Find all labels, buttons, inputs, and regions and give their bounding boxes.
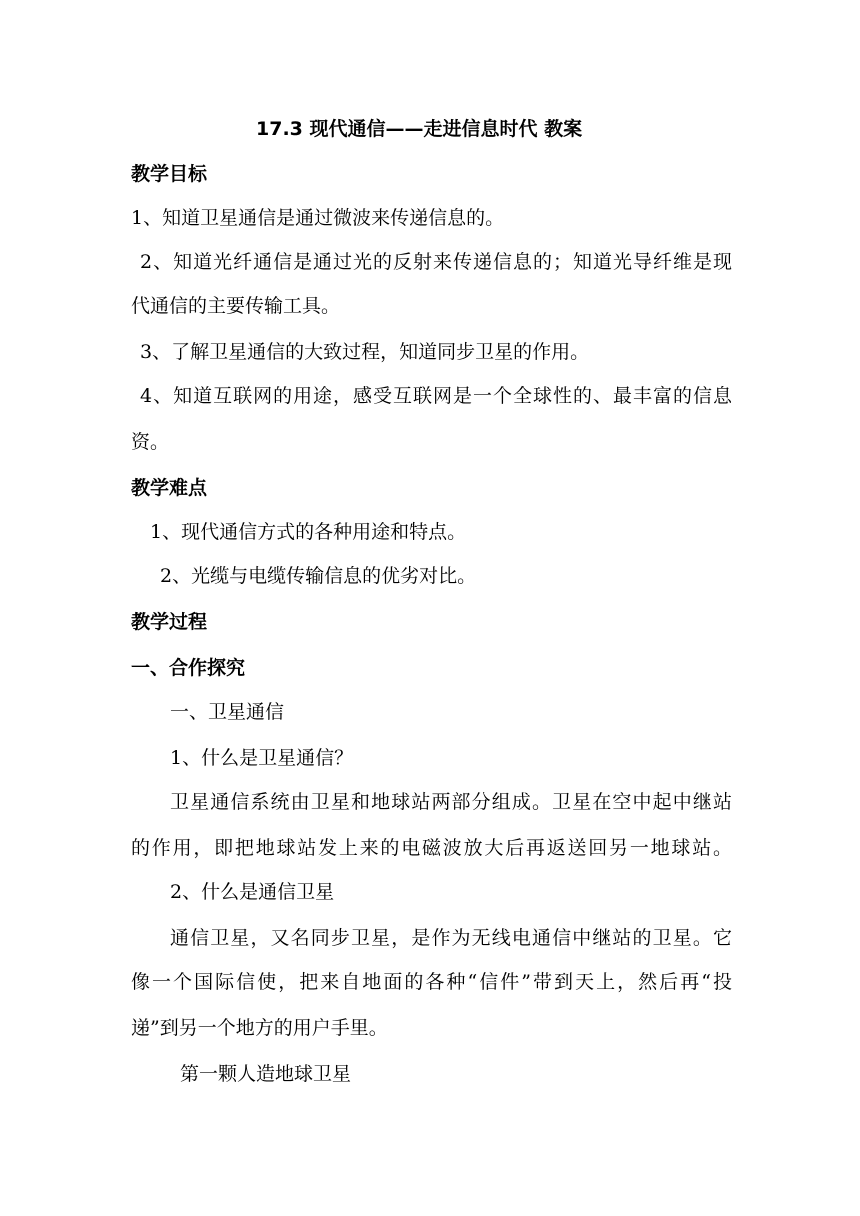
paragraph-1-line-1: 卫星通信系统由卫星和地球站两部分组成。卫星在空中起中继站 (170, 791, 732, 813)
difficulty-item-1: 1、现代通信方式的各种用途和特点。 (150, 521, 467, 543)
difficulties-heading: 教学难点 (131, 477, 208, 499)
difficulty-item-2: 2、光缆与电缆传输信息的优劣对比。 (160, 565, 477, 587)
subsection-satellite-communication: 一、卫星通信 (170, 701, 285, 723)
objective-item-4-line-1: 4、知道互联网的用途，感受互联网是一个全球性的、最丰富的信息 (140, 385, 732, 407)
question-2: 2、什么是通信卫星 (170, 881, 335, 903)
paragraph-2-line-1: 通信卫星，又名同步卫星，是作为无线电通信中继站的卫星。它 (170, 927, 732, 949)
paragraph-2-line-3: 递”到另一个地方的用户手里。 (131, 1017, 388, 1039)
question-1: 1、什么是卫星通信？ (170, 747, 354, 769)
paragraph-2-line-2: 像一个国际信使，把来自地面的各种“信件”带到天上，然后再“投 (131, 971, 732, 993)
objective-item-2-line-2: 代通信的主要传输工具。 (131, 295, 341, 317)
section-cooperative-inquiry: 一、合作探究 (131, 657, 246, 679)
objective-item-1: 1、知道卫星通信是通过微波来传递信息的。 (131, 207, 505, 229)
objective-item-3: 3、了解卫星通信的大致过程，知道同步卫星的作用。 (140, 341, 590, 363)
objectives-heading: 教学目标 (131, 163, 208, 185)
objective-item-4-line-2: 资。 (131, 431, 170, 453)
objective-item-2-line-1: 2、知道光纤通信是通过光的反射来传递信息的；知道光导纤维是现 (140, 251, 732, 273)
paragraph-1-line-2: 的作用，即把地球站发上来的电磁波放大后再返送回另一地球站。 (131, 837, 732, 859)
figure-caption: 第一颗人造地球卫星 (180, 1063, 352, 1085)
process-heading: 教学过程 (131, 611, 208, 633)
document-title: 17.3 现代通信——走进信息时代 教案 (256, 118, 583, 140)
